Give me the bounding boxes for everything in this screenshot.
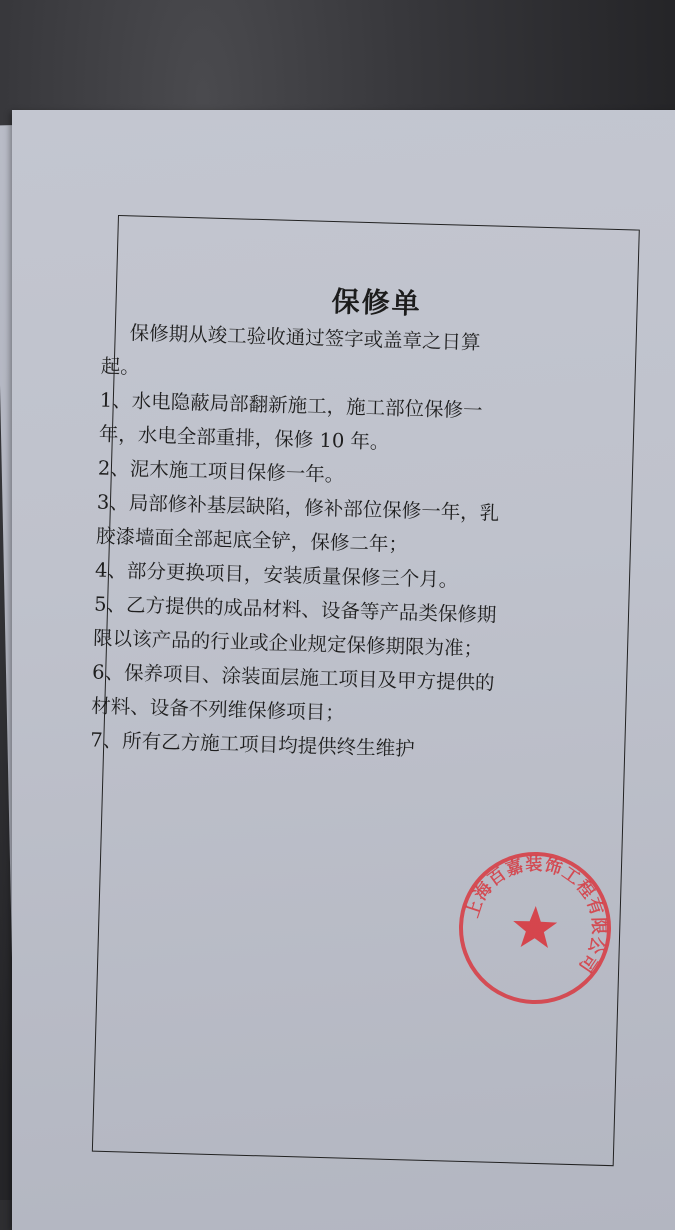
body-line: 材料、设备不列维保修项目； [90, 694, 346, 725]
body-line: 5、乙方提供的成品材料、设备等产品类保修期 [93, 592, 497, 627]
body-line: 7、所有乙方施工项目均提供终生维护 [90, 728, 415, 761]
body-line: 6、保养项目、涂装面层施工项目及甲方提供的 [91, 660, 495, 695]
document-title: 保修单 [331, 285, 423, 321]
body-line: 保修期从竣工验收通过签字或盖章之日算 [129, 321, 481, 355]
body-line: 年，水电全部重排，保修 10 年。 [98, 422, 390, 454]
star-icon [512, 905, 557, 948]
body-line: 起。 [100, 354, 141, 379]
company-seal-stamp [452, 845, 617, 1010]
document-frame [92, 215, 640, 1166]
body-line: 1、水电隐蔽局部翻新施工，施工部位保修一 [99, 388, 483, 423]
body-line: 胶漆墙面全部起底全铲，保修二年； [95, 524, 409, 557]
body-line: 4、部分更换项目，安装质量保修三个月。 [94, 558, 459, 592]
body-line: 3、局部修补基层缺陷，修补部位保修一年，乳 [96, 490, 500, 525]
body-line: 2、泥木施工项目保修一年。 [97, 456, 345, 487]
body-line: 限以该产品的行业或企业规定保修期限为准； [92, 626, 484, 661]
document-body [90, 316, 622, 772]
svg-text:上海百嘉装饰工程有限公司: 上海百嘉装饰工程有限公司 [462, 854, 609, 977]
